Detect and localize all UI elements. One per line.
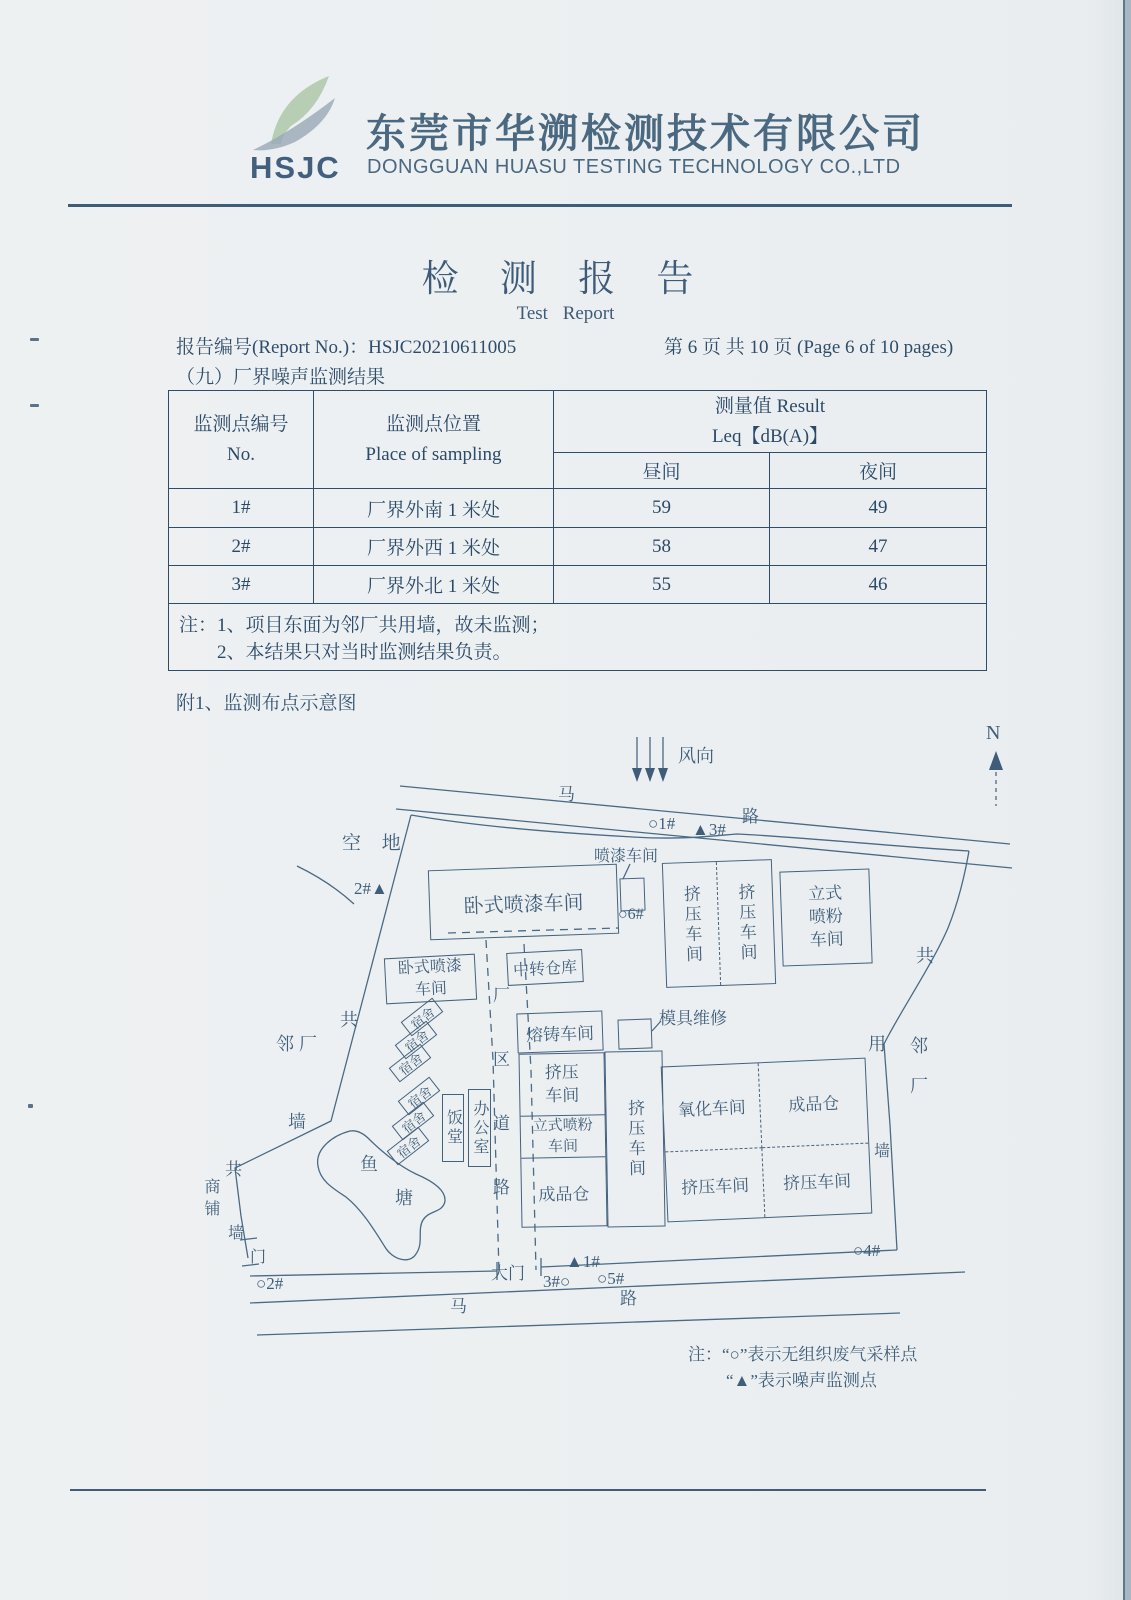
legend-gas-point: “○”表示无组织废气采样点 [722,1345,918,1364]
logo-leaf-green [271,76,329,144]
wall-yong-east: 用 [868,1034,886,1054]
wind-direction-label: 风向 [678,746,714,766]
cell-no: 1# [169,489,314,528]
neighbor-chang-east: 厂 [910,1076,928,1096]
building-label: 办公室 [471,1099,488,1157]
building-label: 宿舍 [393,1132,424,1161]
cell-no: 2# [169,528,314,566]
scan-artifact [30,404,39,407]
building-jiya-se-2 [763,1143,871,1217]
boundary-north [411,815,969,851]
neighbor-lin-east: 邻 [910,1036,928,1056]
building-sushe [389,1044,432,1083]
building-label: 卧式喷漆车间 [397,957,463,999]
building-woshi-penqi-2 [384,954,477,1005]
cell-day: 59 [554,489,770,528]
fish-pond-outline [318,1131,445,1260]
building-woshi-penqi-1 [428,864,619,941]
col-header-day: 昼间 [554,453,770,489]
col-header-no-en: No. [227,443,255,465]
building-label: 立式喷粉车间 [532,1117,593,1155]
scan-artifact [28,1104,33,1108]
wind-arrowhead-icon [632,768,642,782]
internal-road-label: 厂区道路 [490,986,509,1242]
building-jiya-se-1 [665,1148,765,1221]
report-no-value: HSJC20210611005 [368,337,517,358]
logo-swoosh [253,98,335,150]
north-arrowhead-icon [989,751,1003,770]
main-gate-label: 大门 [491,1264,525,1283]
building-label: 宿舍 [401,1026,432,1055]
scan-edge-line [1123,0,1125,1600]
building-lishi-penfen-1 [779,868,872,966]
building-label: 立式喷粉车间 [807,883,845,950]
section-title: （九）厂界噪声监测结果 [176,367,386,388]
col-header-place-cn: 监测点位置 [385,414,481,436]
building-label: 挤压车间 [544,1062,580,1105]
cell-place: 厂界外北 1 米处 [314,566,554,604]
building-label: 挤压车间 [624,1098,646,1180]
report-no-line [176,332,516,359]
bottom-road-lu: 路 [620,1289,637,1308]
building-label: 饭堂 [444,1109,462,1147]
header-rule [68,204,1012,207]
col-header-no-cn: 监测点编号 [193,414,289,436]
cluster-grid [662,1059,872,1222]
building-label: 熔铸车间 [525,1023,595,1045]
empty-land-label: 空 地 [342,833,409,854]
moju-callout-label: 模具维修 [659,1009,727,1028]
noise-results-table [168,390,987,671]
building-sushe [387,1127,430,1166]
cell-night: 46 [770,566,987,604]
compass-north-label: N [986,722,1001,744]
building-label: 卧式喷漆车间 [463,891,584,918]
wall-gong-sw: 共 [225,1160,242,1179]
wall-qiang-sw: 墙 [228,1225,245,1242]
legend-line-2: “▲”表示噪声监测点 [726,1371,877,1390]
cell-place: 厂界外西 1 米处 [314,528,554,566]
company-name-cn: 东莞市华溯检测技术有限公司 [366,112,925,156]
wind-arrow-lines [637,737,663,770]
pond-yu-label: 鱼 [360,1154,378,1174]
marker-3-north: ▲3# [692,820,726,839]
building-jiya-stack [520,1053,605,1116]
building-label: 成品仓 [538,1184,590,1204]
marker-2-west: 2#▲ [354,879,388,898]
penqi-callout-leader [623,864,630,879]
marker-4-east: ○4# [853,1241,881,1260]
marker-1-south: ▲1# [566,1252,600,1271]
wall-qiang-west: 墙 [288,1112,306,1132]
table-row [169,489,987,528]
boundary-west-curve [297,866,354,904]
marker-2-south: ○2# [256,1274,284,1293]
wind-arrowhead-icon [645,768,655,782]
marker-5-south: ○5# [597,1269,625,1288]
wind-arrowhead-icon [658,768,668,782]
building-label: 氧化车间 [677,1098,747,1121]
building-label: 宿舍 [404,1082,435,1111]
scan-edge-shade [1125,0,1131,1600]
page-info: 第 6 页 共 10 页 (Page 6 of 10 pages) [664,337,954,358]
footer-rule [70,1489,986,1491]
attachment-title: 附1、监测布点示意图 [176,693,357,714]
wall-gong-west: 共 [340,1010,358,1030]
col-header-night: 夜间 [770,453,987,489]
wall-gong-east: 共 [916,946,934,966]
building-label: 宿舍 [398,1107,429,1136]
penqi-callout-label: 喷漆车间 [594,848,659,865]
building-label: 宿舍 [395,1049,426,1078]
report-no-label: 报告编号(Report No.)： [176,337,369,358]
building-yanghua [662,1063,763,1152]
cell-day: 58 [554,528,770,566]
shops-label: 商铺 [202,1178,219,1222]
col-header-result [554,391,987,453]
cell-night: 49 [770,489,987,528]
table-row [169,566,987,604]
building-chengpin-1 [521,1157,606,1226]
cell-place: 厂界外南 1 米处 [314,489,554,528]
top-road-ma: 马 [558,785,575,804]
building-jiya-north-2 [717,860,775,985]
building-fantang [442,1094,464,1162]
scan-artifact [30,338,39,341]
building-stack-west [518,1052,607,1227]
building-jiya-north [662,859,776,988]
bottom-road-ma: 马 [450,1297,467,1316]
report-title-cn: 检 测 报 告 [421,259,710,300]
result-unit: Leq【dB(A)】 [711,425,829,447]
cell-night: 47 [770,528,987,566]
building-rongzhu [516,1011,603,1054]
marker-1-north: ○1# [648,814,676,833]
top-road-lu: 路 [742,807,759,826]
building-label: 挤压车间 [680,1175,750,1198]
building-label: 挤压车间 [735,882,757,963]
building-label: 挤压车间 [680,884,703,965]
building-chengpin-2 [759,1059,868,1148]
building-label: 宿舍 [407,1003,438,1032]
boundary-south-1 [250,1271,497,1276]
cell-day: 55 [554,566,770,604]
result-label: 测量值 Result [714,396,826,418]
col-header-no [169,391,314,489]
building-lishi-penfen-2 [521,1115,606,1158]
building-label: 挤压车间 [782,1171,852,1194]
bottom-road-line-2 [257,1313,900,1335]
legend-line-1 [688,1340,917,1365]
wall-qiang-east: 墙 [874,1143,891,1160]
note-line-1: 注：1、项目东面为邻厂共用墙，故未监测； [179,615,550,636]
building-cluster-east [661,1058,873,1223]
building-moju-box [617,1018,652,1049]
building-label: 中转仓库 [512,959,578,980]
neighbor-factory-west: 邻厂 [276,1034,322,1054]
col-header-place-en: Place of sampling [365,443,502,465]
side-gate-label: 门 [250,1249,267,1266]
building-label: 成品仓 [787,1094,840,1116]
building-jiya-north-1 [663,862,721,987]
table-row [169,528,987,566]
building-jiya-mid [604,1051,665,1228]
marker-3-south: 3#○ [543,1272,571,1291]
col-header-place [314,391,554,489]
cell-no: 3# [169,566,314,604]
pond-tang-label: 塘 [395,1188,413,1208]
report-title-en: Test Report [516,303,615,324]
legend-prefix: 注： [688,1345,722,1364]
logo-text: HSJC [250,150,341,185]
company-name-en: DONGGUAN HUASU TESTING TECHNOLOGY CO.,LTD [367,156,901,178]
marker-6: ○6# [618,906,644,923]
note-line-2: 2、本结果只对当时监测结果负责。 [217,642,512,663]
building-zhongzhuan [506,949,584,986]
table-notes [169,604,987,671]
